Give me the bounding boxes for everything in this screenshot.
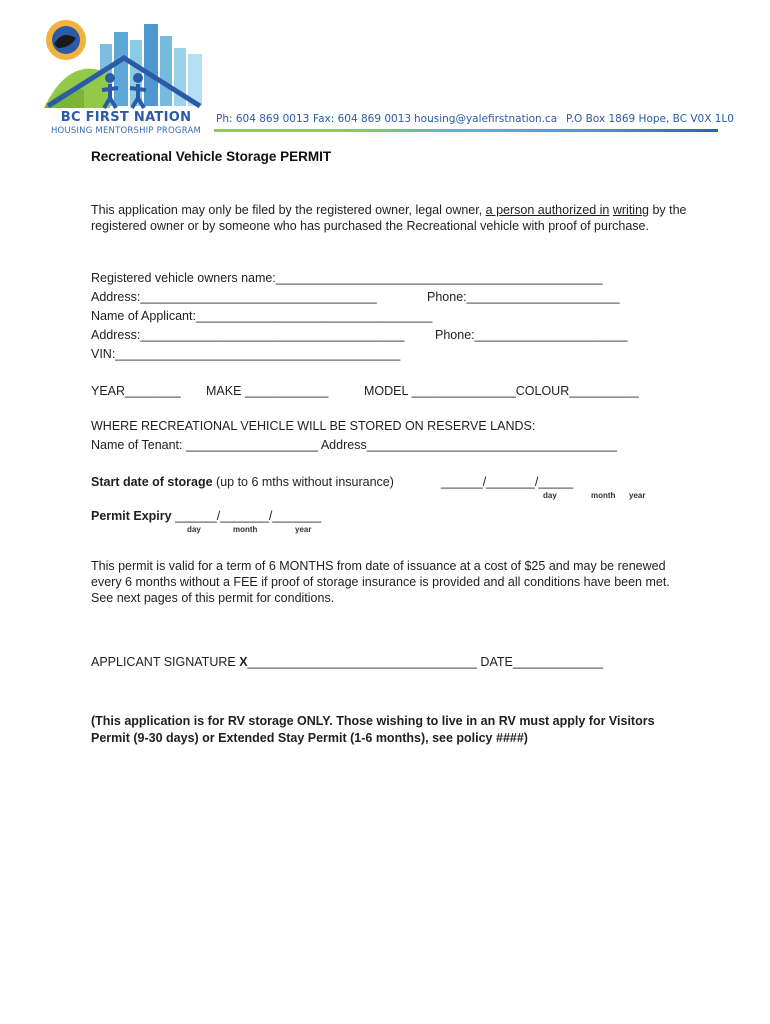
applicant-name-field[interactable]: Name of Applicant:__________________________________: [91, 309, 433, 323]
permit-expiry-field[interactable]: ______/_______/_______: [171, 509, 322, 523]
expiry-day-caption: day: [187, 525, 201, 534]
year-field[interactable]: YEAR________: [91, 384, 181, 398]
signature-row: APPLICANT SIGNATURE X_________________________________ DATE_____________: [91, 655, 604, 669]
signature-field[interactable]: _________________________________: [247, 655, 477, 669]
contact-fax: Fax: 604 869 0013: [313, 113, 412, 125]
owner-address-field[interactable]: Address:__________________________________: [91, 290, 377, 304]
form-title: Recreational Vehicle Storage PERMIT: [91, 149, 332, 164]
start-year-caption: year: [629, 491, 646, 500]
applicant-phone-field[interactable]: Phone:______________________: [435, 328, 628, 342]
permit-expiry-row: Permit Expiry ______/_______/_______: [91, 509, 322, 523]
start-date-field[interactable]: ______/_______/_____: [441, 475, 574, 489]
owner-phone-field[interactable]: Phone:______________________: [427, 290, 620, 304]
vin-field[interactable]: VIN:_________________________________________: [91, 347, 401, 361]
make-field[interactable]: MAKE ____________: [206, 384, 329, 398]
contact-divider: [214, 129, 718, 132]
expiry-year-caption: year: [295, 525, 312, 534]
date-field[interactable]: DATE_____________: [476, 655, 604, 669]
validity-paragraph: This permit is valid for a term of 6 MONTHS from date of issuance at a cost of $25 and may be renewed every 6 months without a FEE if proof of storage insurance is provided and all conditions have been met. See next pages of this permit for conditions.: [91, 559, 670, 605]
tenant-field[interactable]: Name of Tenant: ___________________ Address____________________________________: [91, 438, 617, 452]
org-name: BC FIRST NATION: [60, 110, 192, 125]
intro-paragraph: This application may only be filed by the registered owner, legal owner, a person authorized in writing by the registered owner or by someone who has purchased the Recreational vehicle with proof of purchase.: [91, 203, 687, 233]
expiry-month-caption: month: [233, 525, 258, 534]
program-name: HOUSING MENTORSHIP PROGRAM: [50, 126, 202, 136]
rv-notice: (This application is for RV storage ONLY. Those wishing to live in an RV must apply for Visitors Permit (9-30 days) or Extended Stay Permit (1-6 months), see policy ####): [91, 714, 655, 745]
start-month-caption: month: [591, 491, 616, 500]
owner-name-field[interactable]: Registered vehicle owners name:_______________________________________________: [91, 271, 603, 285]
contact-address: P.O Box 1869 Hope, BC V0X 1L0: [566, 113, 734, 125]
contact-email[interactable]: housing@yalefirstnation.ca: [414, 113, 558, 125]
contact-phone: Ph: 604 869 0013: [216, 113, 310, 125]
model-colour-field[interactable]: MODEL _______________COLOUR__________: [364, 384, 639, 398]
applicant-address-field[interactable]: Address:______________________________________: [91, 328, 405, 342]
start-date-label: Start date of storage (up to 6 mths without insurance): [91, 475, 394, 489]
storage-heading: WHERE RECREATIONAL VEHICLE WILL BE STORED ON RESERVE LANDS:: [91, 419, 536, 433]
start-day-caption: day: [543, 491, 557, 500]
